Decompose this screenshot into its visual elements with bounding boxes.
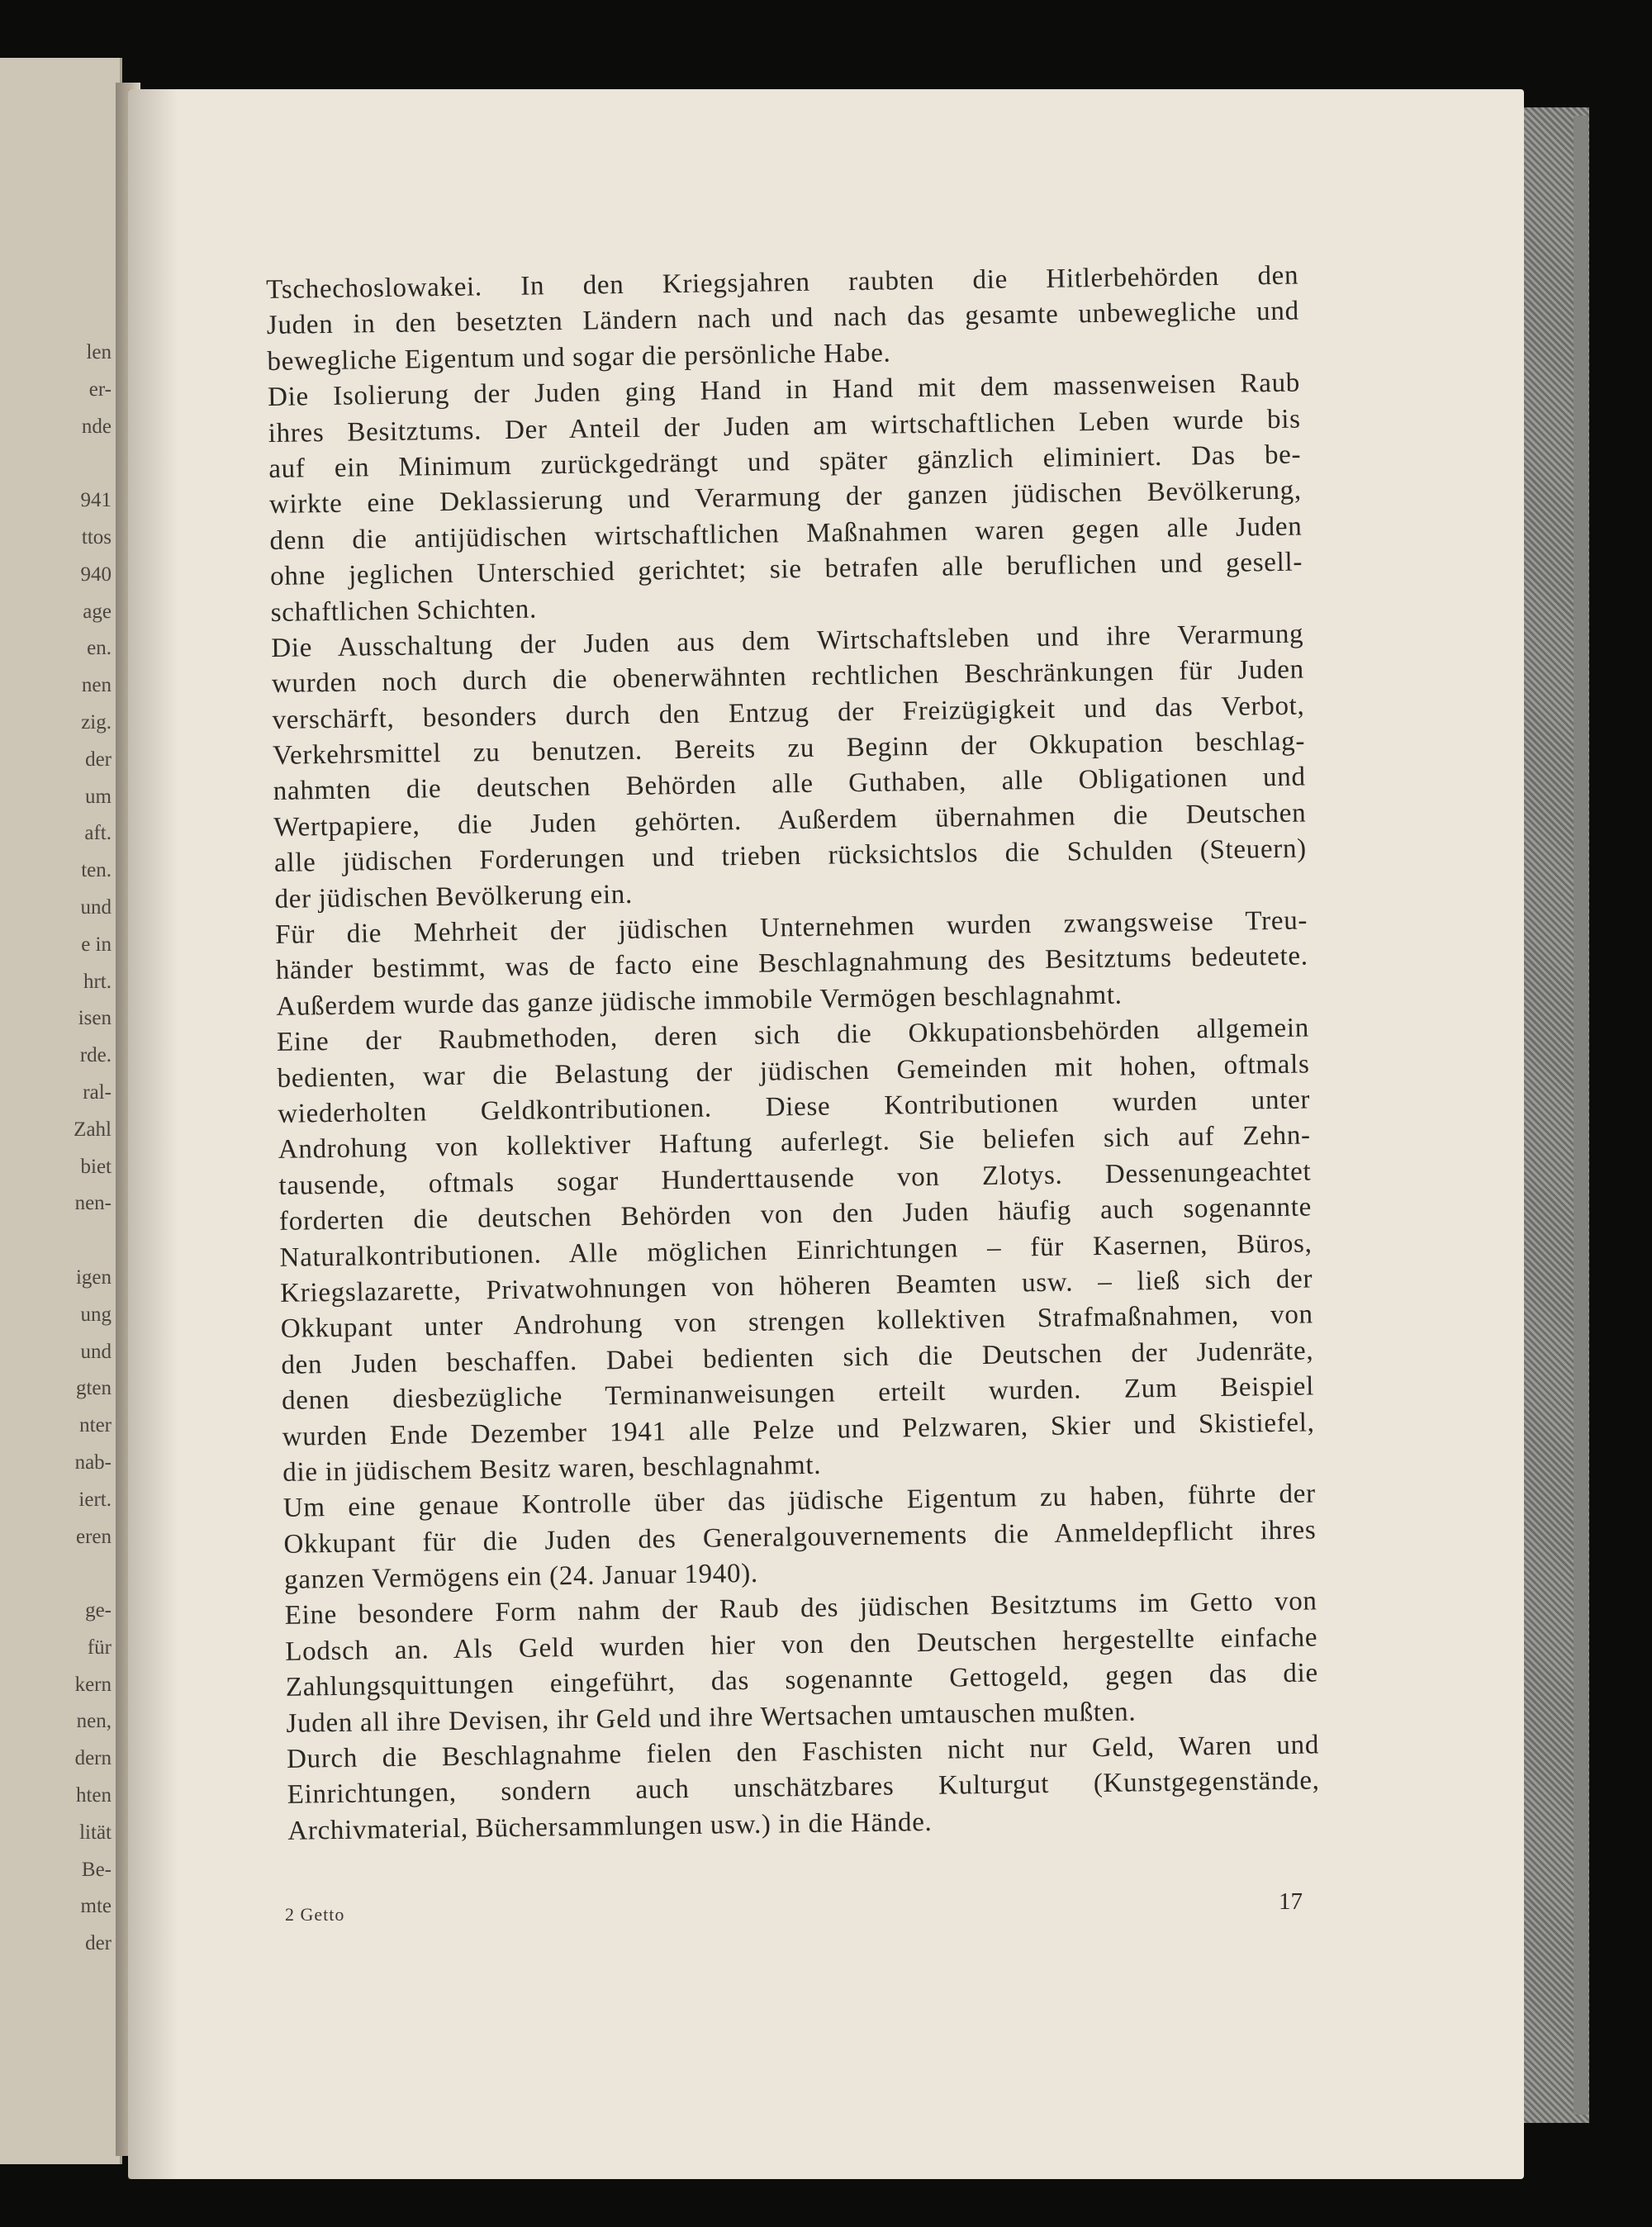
text-line: schaftlichen Schichten. xyxy=(270,593,538,628)
text-line: forderten die deutschen Behörden von den Juden häufig auch sogenannte xyxy=(278,1192,1313,1237)
text-line: nahmten die deutschen Behörden alle Guthaben, alle Obligationen und xyxy=(273,762,1306,807)
text-line: wiederholten Geldkontributionen. Diese Kontributionen wurden unter xyxy=(277,1085,1311,1129)
page-shadow xyxy=(128,89,178,2179)
left-page-fragment: rde. xyxy=(79,1044,112,1067)
left-page-fragment: der xyxy=(85,748,112,771)
text-line: Naturalkontributionen. Alle möglichen Einrichtungen – für Kasernen, Büros, xyxy=(279,1227,1313,1273)
left-page-fragment: ten. xyxy=(81,859,112,882)
left-page-fragment: len xyxy=(86,341,112,363)
left-page-fragment: kern xyxy=(74,1673,112,1696)
text-line: Wertpapiere, die Juden gehörten. Außerdem übernahmen die Deutschen xyxy=(273,798,1307,843)
text-line: wurden noch durch die obenerwähnten rechtlichen Beschränkungen für Juden xyxy=(271,654,1305,700)
text-line: Tschechoslowakei. In den Kriegsjahren raubten die Hitlerbehörden den xyxy=(266,260,1299,305)
left-page-fragment: iert. xyxy=(78,1488,112,1511)
text-line: den Juden beschaffen. Dabei bedienten sich die Deutschen der Judenräte, xyxy=(281,1336,1314,1380)
left-page-fragment: mte xyxy=(80,1895,112,1918)
text-line: bewegliche Eigentum und sogar die persönliche Habe. xyxy=(267,338,891,377)
left-page-fragment: isen xyxy=(78,1007,112,1030)
text-line: Kriegslazarette, Privatwohnungen von höheren Beamten usw. – ließ sich der xyxy=(280,1264,1313,1308)
left-page-fragment: ttos xyxy=(81,525,112,548)
left-page-fragment: hrt. xyxy=(83,970,112,993)
left-page-fragment: aft. xyxy=(84,822,112,845)
text-line: verschärft, besonders durch den Entzug der Freizügigkeit und das Verbot, xyxy=(272,691,1305,735)
left-page-fragment: Zahl xyxy=(74,1118,112,1141)
left-page-fragment: nter xyxy=(79,1414,112,1437)
signature-mark: 2 Getto xyxy=(285,1904,345,1925)
text-line: bedienten, war die Belastung der jüdischen Gemeinden mit hohen, oftmals xyxy=(277,1049,1310,1094)
left-page-fragment: 941 xyxy=(80,489,112,512)
text-line: wurden Ende Dezember 1941 alle Pelze und Pelzwaren, Skier und Skistiefel, xyxy=(282,1407,1315,1452)
left-page-fragment: nen xyxy=(81,674,112,697)
text-line: Zahlungsquittungen eingeführt, das sogenannte Gettogeld, gegen das die xyxy=(285,1658,1319,1703)
cover-spine-edge xyxy=(1574,116,1588,2115)
left-page-fragment: ge- xyxy=(85,1599,112,1622)
left-page-fragment: age xyxy=(83,600,112,623)
left-page-fragment: igen xyxy=(75,1265,112,1289)
left-page-fragment: Be- xyxy=(81,1858,112,1881)
text-line: Juden in den besetzten Ländern nach und nach das gesamte unbewegliche und xyxy=(266,296,1300,341)
left-page-fragment: biet xyxy=(80,1155,112,1178)
text-line: Archivmaterial, Büchersammlungen usw.) in die Hände. xyxy=(287,1807,933,1846)
left-page-fragment: 940 xyxy=(80,563,112,586)
text-line: Eine besondere Form nahm der Raub des jüdischen Besitztums im Getto von xyxy=(284,1586,1317,1631)
left-page-fragment: er- xyxy=(88,377,112,401)
left-page-fragment xyxy=(0,1223,120,1260)
left-page-fragment: für xyxy=(87,1636,112,1659)
left-page-fragment: und xyxy=(80,895,112,919)
left-page-fragment xyxy=(0,445,120,482)
left-page-fragment: nen, xyxy=(76,1710,112,1733)
text-line: Außerdem wurde das ganze jüdische immobile Vermögen beschlagnahmt. xyxy=(276,980,1123,1022)
left-page-fragment: zig. xyxy=(81,710,112,734)
left-page-fragment: ral- xyxy=(83,1080,112,1104)
text-line: Die Isolierung der Juden ging Hand in Hand mit dem massenweisen Raub xyxy=(267,368,1301,413)
text-line: Die Ausschaltung der Juden aus dem Wirtschaftsleben und ihre Verarmung xyxy=(271,619,1304,663)
text-line: Androhung von kollektiver Haftung auferlegt. Sie beliefen sich auf Zehn- xyxy=(278,1120,1311,1166)
text-line: Okkupant unter Androhung von strengen kollektiven Strafmaßnahmen, von xyxy=(280,1299,1313,1345)
left-page-fragment: nab- xyxy=(74,1451,112,1474)
left-page-fragment: um xyxy=(85,785,112,808)
text-line: ihres Besitztums. Der Anteil der Juden am wirtschaftlichen Leben wurde bis xyxy=(268,404,1301,449)
left-page-fragment: dern xyxy=(74,1747,112,1770)
text-line: alle jüdischen Forderungen und trieben rücksichtslos die Schulden (Steuern) xyxy=(273,833,1308,879)
text-line: denn die antijüdischen wirtschaftlichen Maßnahmen waren gegen alle Juden xyxy=(269,511,1303,556)
text-line: denen diesbezügliche Terminanweisungen erteilt wurden. Zum Beispiel xyxy=(281,1371,1315,1416)
page-number: 17 xyxy=(1279,1888,1303,1915)
text-line: Einrichtungen, sondern auch unschätzbares Kulturgut (Kunstgegenstände, xyxy=(287,1765,1320,1811)
text-line: der jüdischen Bevölkerung ein. xyxy=(274,879,634,914)
text-line: die in jüdischem Besitz waren, beschlagnahmt. xyxy=(282,1450,822,1488)
left-page xyxy=(0,58,122,2164)
left-page-fragment xyxy=(0,1555,120,1593)
text-line: Um eine genaue Kontrolle über das jüdische Eigentum zu haben, führte der xyxy=(282,1479,1317,1524)
left-page-text xyxy=(0,335,120,1963)
left-page-fragment: hten xyxy=(75,1784,112,1807)
left-page-fragment: der xyxy=(85,1932,112,1955)
text-line: Okkupant für die Juden des Generalgouvernements die Anmeldepflicht ihres xyxy=(283,1515,1317,1560)
text-line: ganzen Vermögens ein (24. Januar 1940). xyxy=(283,1558,759,1595)
text-line: Lodsch an. Als Geld wurden hier von den Deutschen hergestellte einfache xyxy=(285,1622,1318,1667)
text-line: Für die Mehrheit der jüdischen Unternehmen wurden zwangsweise Treu- xyxy=(274,905,1308,950)
left-page-fragment: nen- xyxy=(74,1192,112,1215)
left-page-fragment: ung xyxy=(80,1303,112,1326)
text-line: händer bestimmt, was de facto eine Beschlagnahmung des Besitztums bedeutete. xyxy=(275,941,1308,986)
left-page-fragment: nde xyxy=(81,415,112,438)
text-line: ohne jeglichen Unterschied gerichtet; sie betrafen alle beruflichen und gesell- xyxy=(269,547,1303,592)
left-page-fragment: e in xyxy=(81,933,112,956)
left-page-fragment: und xyxy=(80,1340,112,1363)
left-page-fragment: lität xyxy=(79,1821,112,1844)
text-line: Juden all ihre Devisen, ihr Geld und ihre Wertsachen umtauschen mußten. xyxy=(286,1697,1137,1739)
body-text xyxy=(266,259,1321,1850)
text-line: Eine der Raubmethoden, deren sich die Okkupationsbehörden allgemein xyxy=(276,1013,1310,1058)
text-line: wirkte eine Deklassierung und Verarmung der ganzen jüdischen Bevölkerung, xyxy=(268,475,1303,520)
text-line: auf ein Minimum zurückgedrängt und später gänzlich eliminiert. Das be- xyxy=(268,439,1302,484)
left-page-fragment: eren xyxy=(75,1525,112,1548)
text-line: Verkehrsmittel zu benutzen. Bereits zu Beginn der Okkupation beschlag- xyxy=(272,726,1306,772)
text-line: tausende, oftmals sogar Hunderttausende von Zlotys. Dessenungeachtet xyxy=(278,1156,1312,1201)
left-page-fragment: gten xyxy=(75,1377,112,1400)
text-line: Durch die Beschlagnahme fielen den Faschisten nicht nur Geld, Waren und xyxy=(286,1730,1320,1774)
left-page-fragment: en. xyxy=(87,637,112,660)
